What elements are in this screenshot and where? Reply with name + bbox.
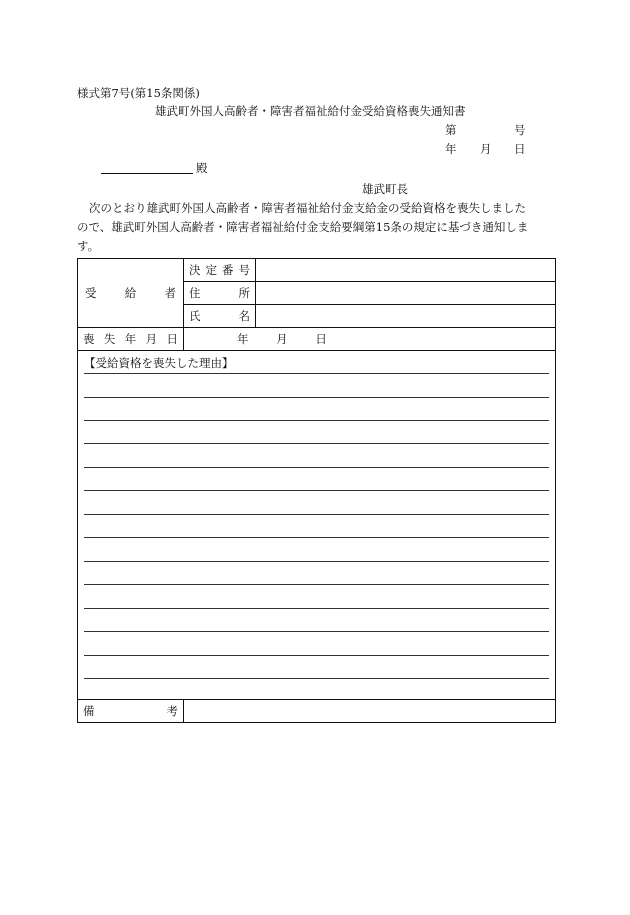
- body-line-1: 次のとおり雄武町外国人高齢者・障害者福祉給付金支給金の受給資格を喪失しました: [89, 201, 526, 215]
- form-number: 様式第7号(第15条関係): [77, 86, 200, 100]
- reason-heading: 【受給資格を喪失した理由】: [84, 356, 234, 370]
- loss-date-year: 年: [237, 332, 249, 346]
- decision-number-label: 決 定 番 号: [184, 259, 256, 282]
- recipient-label-cell: [78, 259, 184, 328]
- recipient-label-char: 給: [124, 286, 137, 300]
- loss-date-day: 日: [315, 332, 327, 346]
- recipient-label-char: 者: [164, 286, 176, 300]
- addressee-blank[interactable]: [101, 173, 193, 174]
- loss-date-month: 月: [276, 332, 288, 346]
- form-table: [77, 258, 556, 723]
- ruled-line: [84, 631, 549, 632]
- date-year: 年: [445, 142, 457, 156]
- ruled-line: [84, 514, 549, 515]
- body-text: [77, 199, 555, 256]
- ruled-line: [84, 373, 549, 374]
- date-day: 日: [514, 142, 526, 156]
- ruled-line: [84, 584, 549, 585]
- number-prefix: 第: [445, 123, 457, 137]
- addressee-suffix: 殿: [196, 161, 208, 175]
- ruled-line: [84, 420, 549, 421]
- body-line-3: す。: [77, 239, 100, 253]
- ruled-line: [84, 443, 549, 444]
- ruled-line: [84, 490, 549, 491]
- ruled-line: [84, 608, 549, 609]
- recipient-label-char: 受: [85, 286, 97, 300]
- ruled-line: [84, 397, 549, 398]
- body-line-2: ので、雄武町外国人高齢者・障害者福祉給付金支給要綱第15条の規定に基づき通知しま: [77, 220, 529, 234]
- loss-date-field[interactable]: [184, 328, 556, 351]
- number-suffix: 号: [514, 123, 526, 137]
- reason-ruled-area[interactable]: [84, 373, 549, 691]
- ruled-line: [84, 655, 549, 656]
- address-label: 住 所: [184, 282, 256, 305]
- ruled-line: [84, 467, 549, 468]
- name-label: 氏 名: [184, 305, 256, 328]
- address-field[interactable]: [256, 282, 556, 305]
- loss-date-label: 喪 失 年 月 日: [78, 328, 184, 351]
- reason-section[interactable]: [78, 351, 556, 700]
- issuer: 雄武町長: [362, 182, 408, 196]
- remarks-label: 備 考: [78, 700, 184, 723]
- date-month: 月: [480, 142, 492, 156]
- remarks-field[interactable]: [184, 700, 556, 723]
- decision-number-field[interactable]: [256, 259, 556, 282]
- ruled-line: [84, 678, 549, 679]
- ruled-line: [84, 561, 549, 562]
- document-title: 雄武町外国人高齢者・障害者福祉給付金受給資格喪失通知書: [155, 104, 466, 118]
- ruled-line: [84, 537, 549, 538]
- name-field[interactable]: [256, 305, 556, 328]
